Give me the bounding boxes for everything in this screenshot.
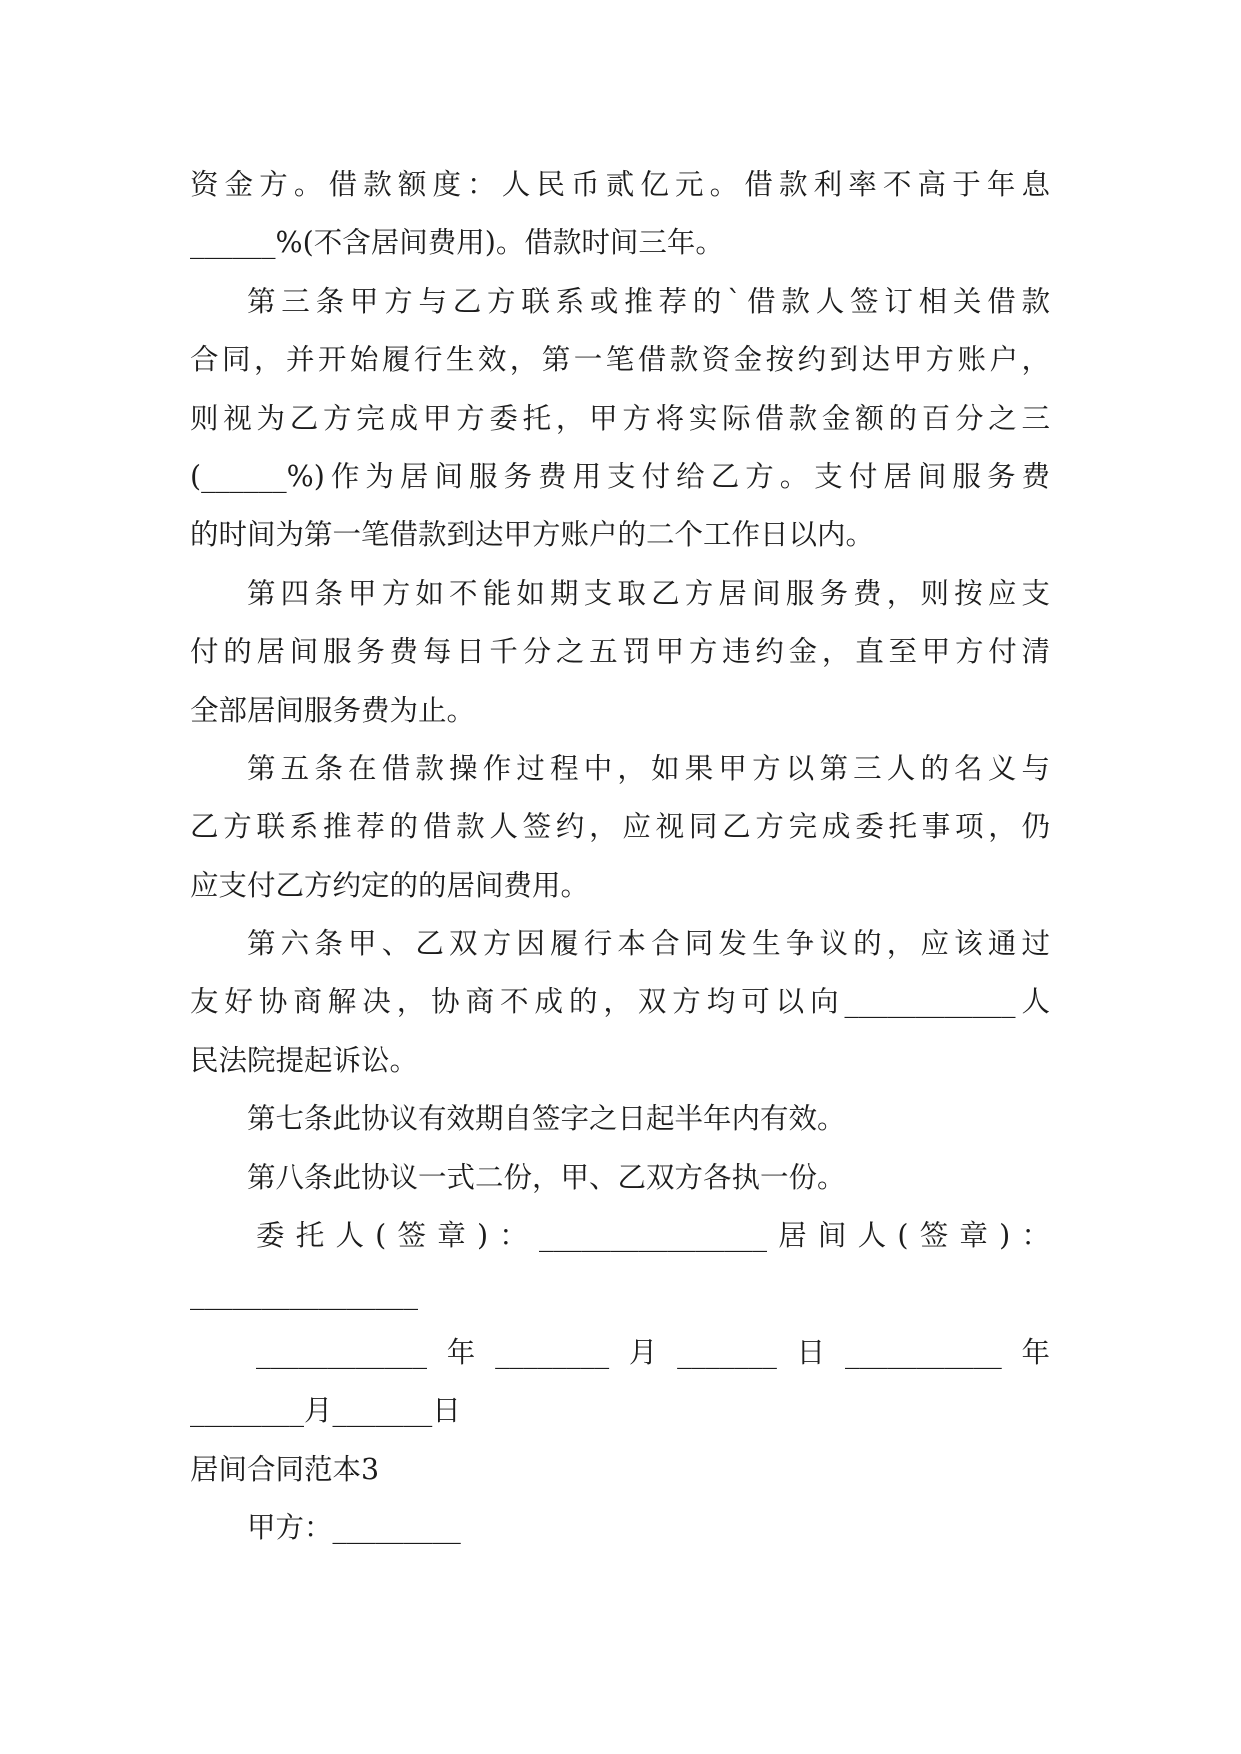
date-block (190, 1324, 1050, 1441)
text-line: (______%)作为居间服务费用支付给乙方。支付居间服务费 (190, 459, 1050, 493)
text-line: 付的居间服务费每日千分之五罚甲方违约金，直至甲方付清 (190, 635, 1050, 669)
article-7 (190, 1090, 1050, 1148)
contract-title: 居间合同范本3 (190, 1452, 380, 1486)
article-heading-line: 第四条甲方如不能如期支取乙方居间服务费，则按应支 (247, 576, 1050, 610)
text-line: 全部居间服务费为止。 (190, 693, 476, 727)
article-8 (190, 1149, 1050, 1207)
article-4 (190, 565, 1050, 740)
text-line: 合同，并开始履行生效，第一笔借款资金按约到达甲方账户， (190, 343, 1050, 377)
article-2-continued (190, 156, 1050, 273)
signature-line: 委托人(签章)：________________居间人(签章)： (256, 1219, 1050, 1253)
text-line: 乙方联系推荐的借款人签约，应视同乙方完成委托事项，仍 (190, 810, 1050, 844)
date-line: ________月_______日 (190, 1394, 461, 1428)
article-heading-line: 第八条此协议一式二份，甲、乙双方各执一份。 (247, 1160, 846, 1194)
article-3 (190, 273, 1050, 565)
signature-block (190, 1207, 1050, 1324)
article-heading-line: 第三条甲方与乙方联系或推荐的`借款人签订相关借款 (247, 284, 1050, 318)
party-a-line: 甲方：_________ (247, 1510, 461, 1544)
article-heading-line: 第五条在借款操作过程中，如果甲方以第三人的名义与 (247, 751, 1050, 785)
contract-text (190, 156, 1050, 1557)
text-line: 友好协商解决，协商不成的，双方均可以向____________人 (190, 985, 1050, 1019)
text-line: ______%(不含居间费用)。借款时间三年。 (190, 226, 724, 260)
signature-blank: ________________ (190, 1277, 418, 1311)
next-contract (190, 1441, 1050, 1558)
article-heading-line: 第七条此协议有效期自签字之日起半年内有效。 (247, 1102, 846, 1136)
text-line: 民法院提起诉讼。 (190, 1043, 419, 1077)
text-line: 应支付乙方约定的的居间费用。 (190, 868, 590, 902)
text-line: 的时间为第一笔借款到达甲方账户的二个工作日以内。 (190, 518, 875, 552)
text-line: 则视为乙方完成甲方委托，甲方将实际借款金额的百分之三 (190, 401, 1050, 435)
article-heading-line: 第六条甲、乙双方因履行本合同发生争议的，应该通过 (247, 927, 1050, 961)
text-line: 资金方。借款额度：人民币贰亿元。借款利率不高于年息 (190, 168, 1050, 201)
article-6 (190, 915, 1050, 1090)
date-line: ____________年________月_______日___________年 (256, 1335, 1050, 1369)
article-5 (190, 740, 1050, 915)
